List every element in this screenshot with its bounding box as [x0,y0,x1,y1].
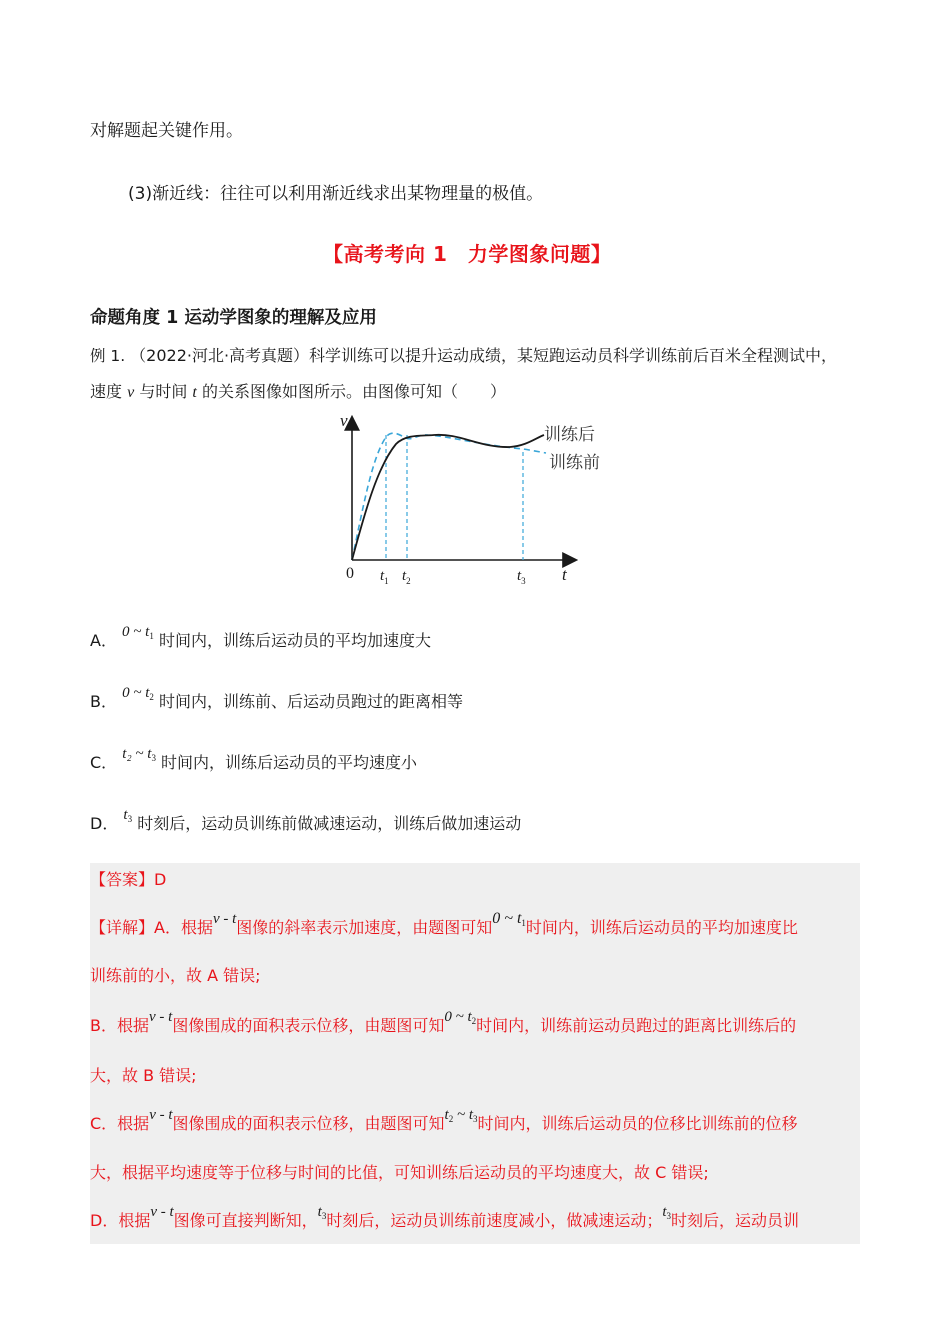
option-a [90,624,431,651]
option-b-text: 时间内，训练前、后运动员跑过的距离相等 [158,692,463,711]
tick-t1: $t_1$ [380,568,389,586]
option-c [90,746,418,773]
option-b [90,685,463,712]
example-text-c: 的关系图像如图所示。由图像可知（ ） [201,382,506,401]
answer-detail-d-line1: D．根据v - t图像可直接判断知，$t_3$时刻后，运动员训练前速度减小，做减速运动；$t_3$时刻后，运动员训 [90,1204,800,1230]
vt-graph-figure [330,408,620,592]
option-a-math: 0 ~ $t_1$ [122,624,154,641]
option-c-math: t₂ ~ $t_3$ [122,746,156,763]
option-c-letter: C． [90,753,118,772]
tick-t2: $t_2$ [402,568,411,586]
top-text: 对解题起关键作用。 [90,121,243,141]
subsection-title: 命题角度 1 运动学图象的理解及应用 [90,308,377,328]
option-c-text: 时间内，训练后运动员的平均速度小 [161,753,418,772]
before-training-curve [352,433,546,560]
option-d-math: $t_3$ [123,807,133,824]
option-a-letter: A． [90,631,117,650]
answer-detail-c-line2: 大，根据平均速度等于位移与时间的比值，可知训练后运动员的平均速度大，故 C 错误; [90,1163,709,1182]
option-d-text: 时刻后，运动员训练前做减速运动，训练后做加速运动 [137,814,522,833]
example-question-line1: （2022·河北·高考真题）科学训练可以提升运动成绩，某短跑运动员科学训练前后百米全程测试中， [130,346,838,365]
option-b-math: 0 ~ $t_2$ [122,685,154,702]
option-a-text: 时间内，训练后运动员的平均加速度大 [158,631,431,650]
example-text-b: 与时间 [139,382,188,401]
answer-detail-a-line1: 【详解】A．根据v - t图像的斜率表示加速度，由题图可知0 ~ $t_1$时间内，训练后运动员的平均加速度比 [90,910,798,937]
tick-t3: $t_3$ [517,568,526,586]
example-label: 例 1. [90,347,126,365]
x-axis-label: t [562,565,567,584]
example-text-a: 速度 [90,382,123,401]
answer-detail-c-line1: C．根据v - t图像围成的面积表示位移，由题图可知$t_2$ ~ $t_3$时间内，训练后运动员的位移比训练前的位移 [90,1107,798,1133]
answer-detail-b-line2: 大，故 B 错误; [90,1066,197,1085]
answer-label: 【答案】D [90,870,167,889]
example-var-t: t [192,384,197,401]
example-line-1 [90,343,837,366]
legend-after-label: 训练后 [544,425,595,445]
option-b-letter: B． [90,692,117,711]
answer-detail-a-line2: 训练前的小，故 A 错误; [90,966,261,985]
y-axis-label: v [340,411,348,430]
example-line-2 [90,379,506,402]
origin-label: 0 [346,565,354,582]
after-training-curve [352,435,544,560]
answer-detail-b-line1: B．根据v - t图像围成的面积表示位移，由题图可知0 ~ $t_2$时间内，训练前运动员跑过的距离比训练后的 [90,1009,797,1035]
legend-before-label: 训练前 [549,453,600,473]
option-d-letter: D． [90,814,119,833]
example-var-v: v [127,384,135,401]
option-d [90,807,522,834]
point-3-text: (3)渐近线：往往可以利用渐近线求出某物理量的极值。 [128,184,544,204]
section-title: 【高考考向 1 力学图象问题】 [323,242,612,266]
